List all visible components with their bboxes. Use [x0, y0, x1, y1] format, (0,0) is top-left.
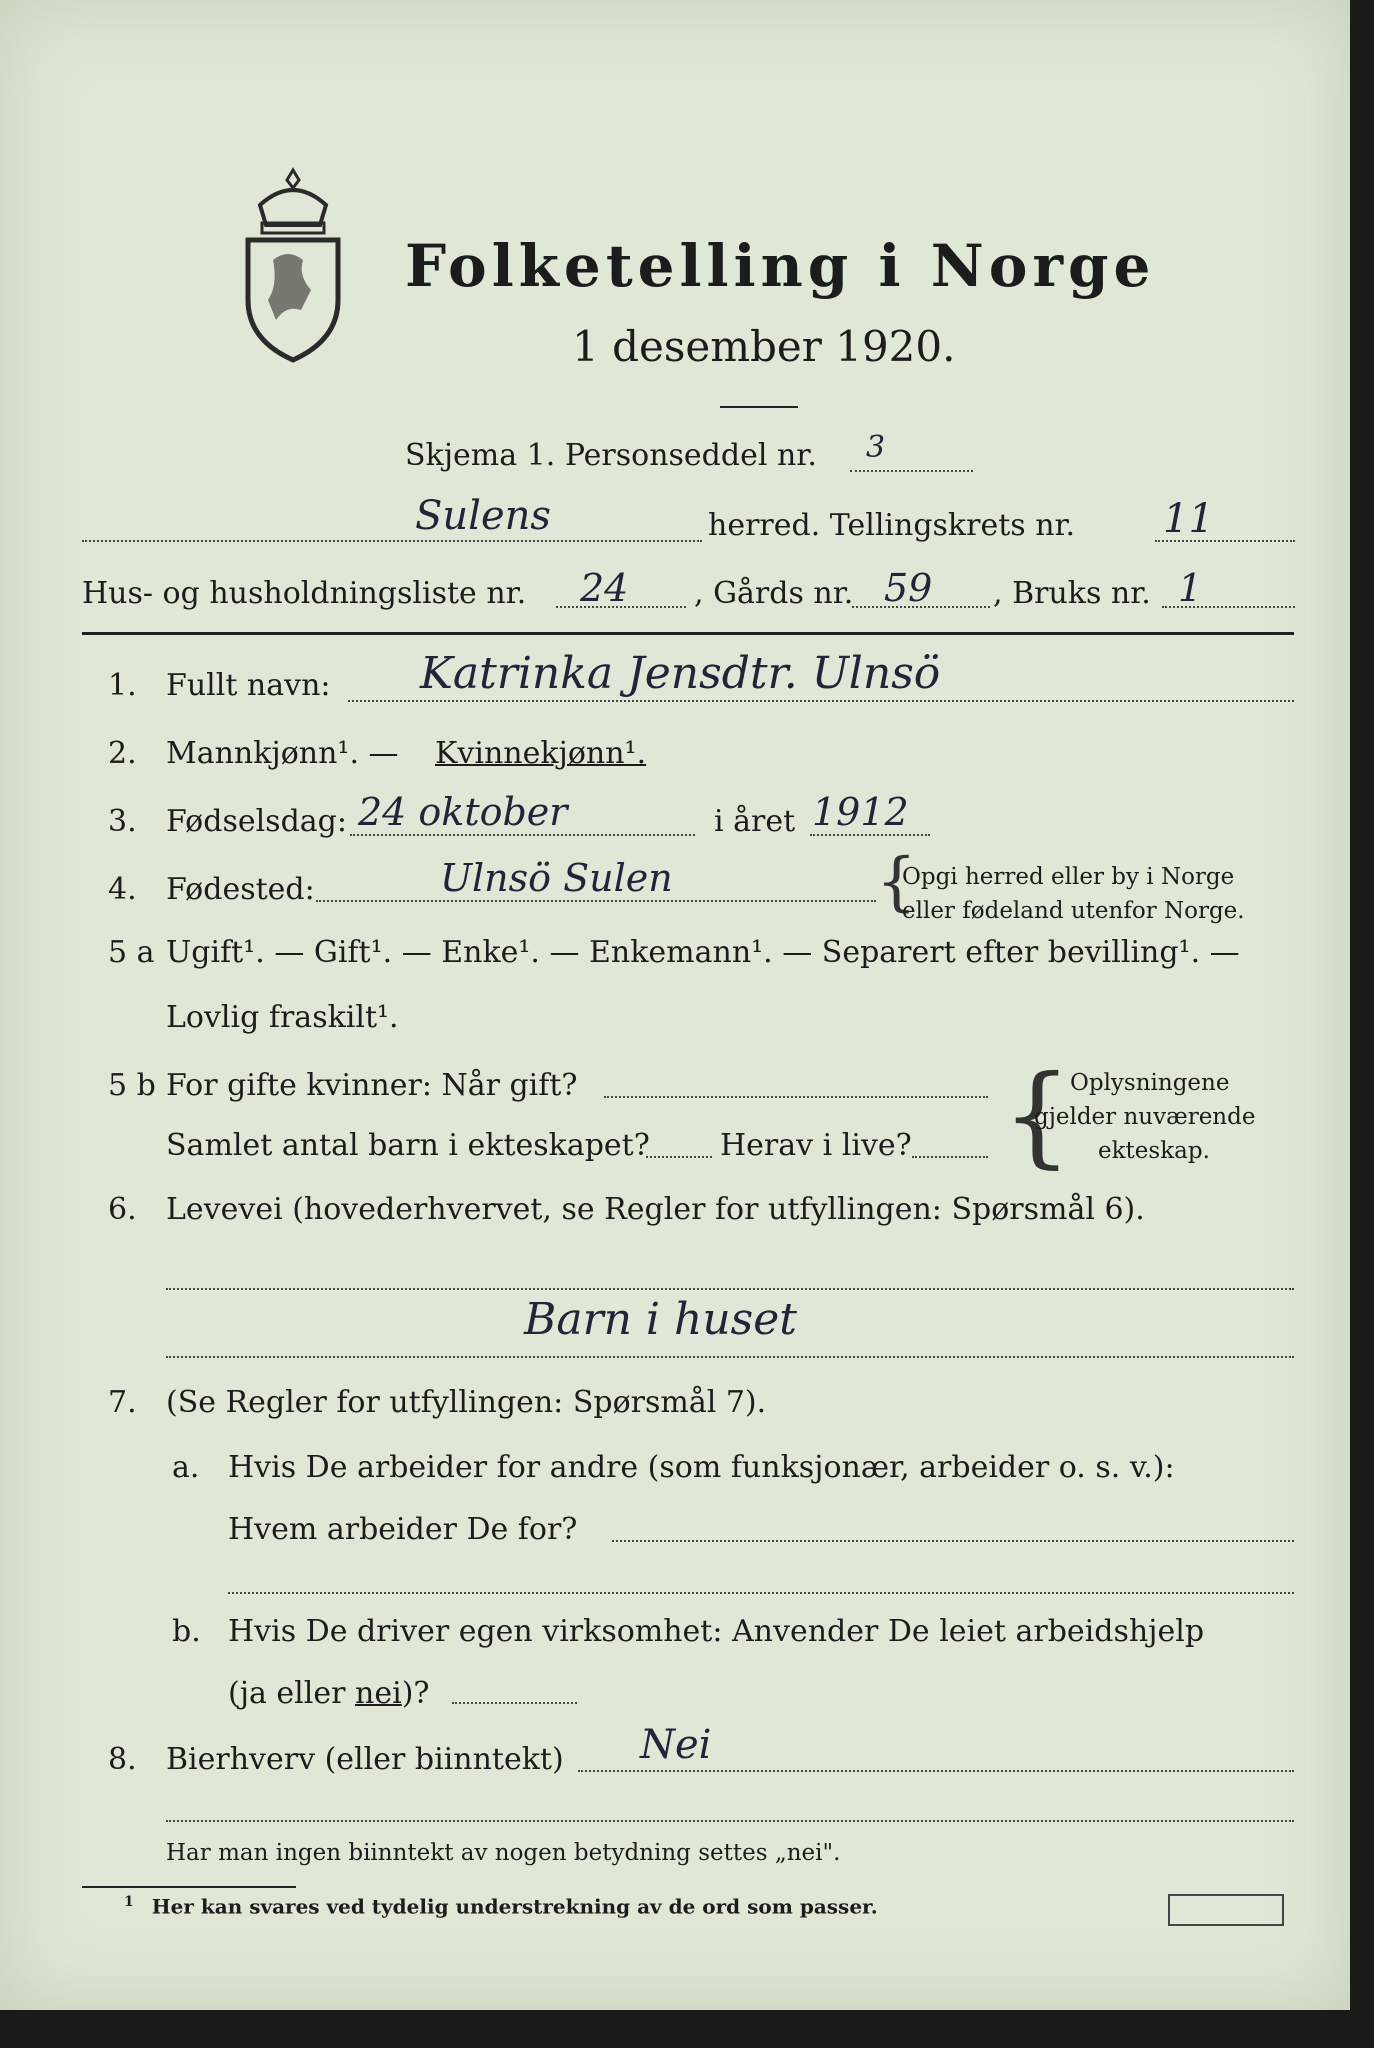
q2-female-label[interactable]: Kvinnekjønn¹.: [435, 736, 647, 771]
q5b-alive-line: [912, 1156, 988, 1158]
q1-number: 1.: [108, 668, 137, 703]
q8-number: 8.: [108, 1742, 137, 1777]
q7b-line: [452, 1702, 577, 1704]
q1-full-name-value[interactable]: Katrinka Jensdtr. Ulnsö: [420, 648, 941, 699]
q5a-number: 5 a: [108, 935, 155, 970]
gards-label: , Gårds nr.: [694, 576, 854, 611]
form-date: 1 desember 1920.: [572, 322, 956, 371]
q6-line2: [166, 1356, 1294, 1358]
q5b-note-line1: Oplysningene: [1070, 1070, 1230, 1096]
q3-year-line: [810, 834, 930, 836]
q8-side-income-value[interactable]: Nei: [640, 1722, 712, 1768]
q7b-yes-no-label: (ja eller nei)?: [228, 1676, 430, 1711]
q7b-nei-underlined[interactable]: nei: [355, 1676, 402, 1711]
q5b-note-line2: gjelder nuværende: [1034, 1104, 1256, 1130]
q4-note-line1: Opgi herred eller by i Norge: [902, 864, 1235, 890]
q7a-letter: a.: [172, 1450, 200, 1485]
q5b-brace: {: [1002, 1051, 1072, 1179]
q3-year-value[interactable]: 1912: [812, 790, 909, 834]
footnote-marker: 1: [124, 1894, 134, 1910]
q7b-text: Hvis De driver egen virksomhet: Anvender De leiet arbeidshjelp: [228, 1614, 1205, 1649]
q3-year-label: i året: [714, 804, 796, 839]
form-title: Folketelling i Norge: [405, 232, 1156, 300]
q2-male-label: Mannkjønn¹. —: [166, 736, 399, 771]
q3-birthday-value[interactable]: 24 oktober: [358, 790, 568, 834]
q6-label: Levevei (hovederhvervet, se Regler for utfyllingen: Spørsmål 6).: [166, 1192, 1145, 1227]
q3-birthday-line: [350, 834, 695, 836]
q4-note-line2: eller fødeland utenfor Norge.: [902, 898, 1245, 924]
q7a-employer-line2: [228, 1592, 1294, 1594]
printer-stamp: [1168, 1894, 1284, 1926]
bruks-value[interactable]: 1: [1178, 566, 1203, 610]
household-list-value[interactable]: 24: [580, 566, 629, 610]
q8-line2: [166, 1820, 1294, 1822]
q4-brace: {: [876, 845, 917, 919]
q8-label: Bierhverv (eller biinntekt): [166, 1742, 564, 1777]
bruks-label: , Bruks nr.: [993, 576, 1151, 611]
q5b-married-line: [604, 1096, 988, 1098]
q3-label: Fødselsdag:: [166, 804, 347, 839]
q6-number: 6.: [108, 1192, 137, 1227]
tellingskrets-value[interactable]: 11: [1163, 496, 1214, 542]
footnote-text: [124, 1894, 878, 1919]
q5b-number: 5 b: [108, 1068, 156, 1103]
q7a-employer-line: [612, 1540, 1294, 1542]
herred-label: herred. Tellingskrets nr.: [708, 508, 1076, 543]
footnote-body: Her kan svares ved tydelig understrekning av de ord som passer.: [151, 1894, 878, 1919]
q5b-note-line3: ekteskap.: [1098, 1138, 1210, 1164]
q7-label: (Se Regler for utfyllingen: Spørsmål 7).: [166, 1385, 767, 1420]
herred-line: [82, 540, 702, 542]
q5b-children-label: Samlet antal barn i ekteskapet?: [166, 1128, 650, 1163]
q6-occupation-value[interactable]: Barn i huset: [524, 1294, 797, 1345]
q7b-letter: b.: [172, 1614, 201, 1649]
q1-label: Fullt navn:: [166, 668, 331, 703]
q4-label: Fødested:: [166, 872, 315, 907]
q7a-text: Hvis De arbeider for andre (som funksjonær, arbeider o. s. v.):: [228, 1450, 1175, 1485]
no-income-note: Har man ingen biinntekt av nogen betydning settes „nei".: [166, 1840, 841, 1866]
schema-label: Skjema 1. Personseddel nr.: [405, 438, 817, 473]
q5b-married-label: For gifte kvinner: Når gift?: [166, 1068, 578, 1103]
header-rule: [82, 632, 1294, 635]
q7-number: 7.: [108, 1385, 137, 1420]
q5a-options-line2: Lovlig fraskilt¹.: [166, 1000, 399, 1035]
q3-number: 3.: [108, 804, 137, 839]
gards-value[interactable]: 59: [884, 566, 933, 610]
footnote-divider: [82, 1886, 296, 1888]
q5a-options-line1: Ugift¹. — Gift¹. — Enke¹. — Enkemann¹. — Separert efter bevilling¹. —: [166, 935, 1240, 970]
q7a-employer-label: Hvem arbeider De for?: [228, 1512, 578, 1547]
title-divider: [720, 406, 798, 408]
q1-line: [348, 700, 1294, 702]
household-list-label: Hus- og husholdningsliste nr.: [82, 576, 527, 611]
coat-of-arms-icon: [238, 165, 348, 365]
q5b-alive-label: Herav i live?: [720, 1128, 912, 1163]
q6-line1: [166, 1288, 1294, 1290]
q8-line: [578, 1770, 1294, 1772]
q4-birthplace-value[interactable]: Ulnsö Sulen: [440, 856, 673, 900]
herred-value[interactable]: Sulens: [415, 493, 551, 539]
q5b-children-line: [646, 1156, 712, 1158]
person-slip-number-value[interactable]: 3: [866, 430, 886, 465]
person-slip-number-line: [850, 470, 973, 472]
q4-number: 4.: [108, 872, 137, 907]
q4-line: [316, 900, 876, 902]
q2-number: 2.: [108, 736, 137, 771]
